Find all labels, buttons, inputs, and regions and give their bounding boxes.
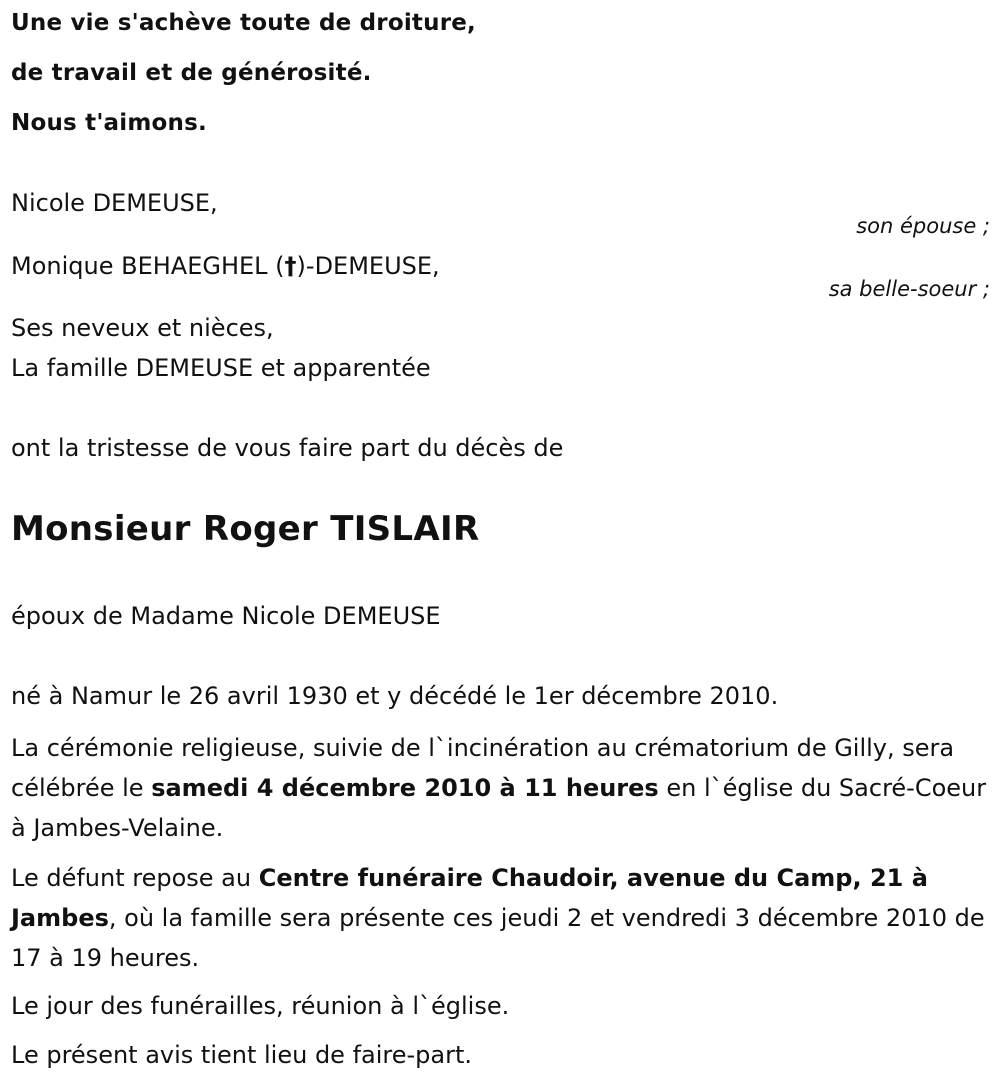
repose-text-before: Le défunt repose au — [11, 864, 259, 892]
announcement: ont la tristesse de vous faire part du décès de — [11, 434, 564, 462]
mourner-name-2 — [11, 252, 440, 280]
mourner-relation-1: son épouse ; — [856, 214, 990, 238]
birth-death-line: né à Namur le 26 avril 1930 et y décédé le 1er décembre 2010. — [11, 682, 779, 710]
repose-text-after: , où la famille sera présente ces jeudi 2 et vendredi 3 décembre 2010 de 17 à 19 heures. — [11, 904, 985, 972]
mourner-name-1: Nicole DEMEUSE, — [11, 189, 218, 217]
deceased-name: Monsieur Roger TISLAIR — [11, 509, 480, 549]
epigraph-line-1: Une vie s'achève toute de droiture, — [11, 10, 476, 36]
spouse-line: époux de Madame Nicole DEMEUSE — [11, 602, 441, 630]
funeral-day-line: Le jour des funérailles, réunion à l`église. — [11, 992, 510, 1020]
ceremony-text-after: en l`église du Sacré-Coeur à Jambes-Velaine. — [11, 774, 987, 842]
repose-paragraph — [11, 858, 996, 978]
cross-icon: † — [284, 252, 297, 280]
mourner-name-2-before: Monique BEHAEGHEL ( — [11, 252, 285, 280]
repose-location: Centre funéraire Chaudoir, avenue du Camp, 21 à Jambes — [11, 864, 928, 932]
ceremony-paragraph — [11, 728, 996, 848]
mourner-relation-2: sa belle-soeur ; — [828, 277, 990, 301]
closing-line: Le présent avis tient lieu de faire-part. — [11, 1041, 473, 1069]
family-line-2: La famille DEMEUSE et apparentée — [11, 354, 431, 382]
mourner-name-2-after: )-DEMEUSE, — [296, 252, 440, 280]
family-line-1: Ses neveux et nièces, — [11, 314, 274, 342]
ceremony-text-before: La cérémonie religieuse, suivie de l`incinération au crématorium de Gilly, sera célébrée le — [11, 734, 955, 802]
epigraph-line-2: de travail et de générosité. — [11, 60, 372, 86]
epigraph-line-3: Nous t'aimons. — [11, 110, 207, 136]
ceremony-date: samedi 4 décembre 2010 à 11 heures — [151, 774, 659, 802]
